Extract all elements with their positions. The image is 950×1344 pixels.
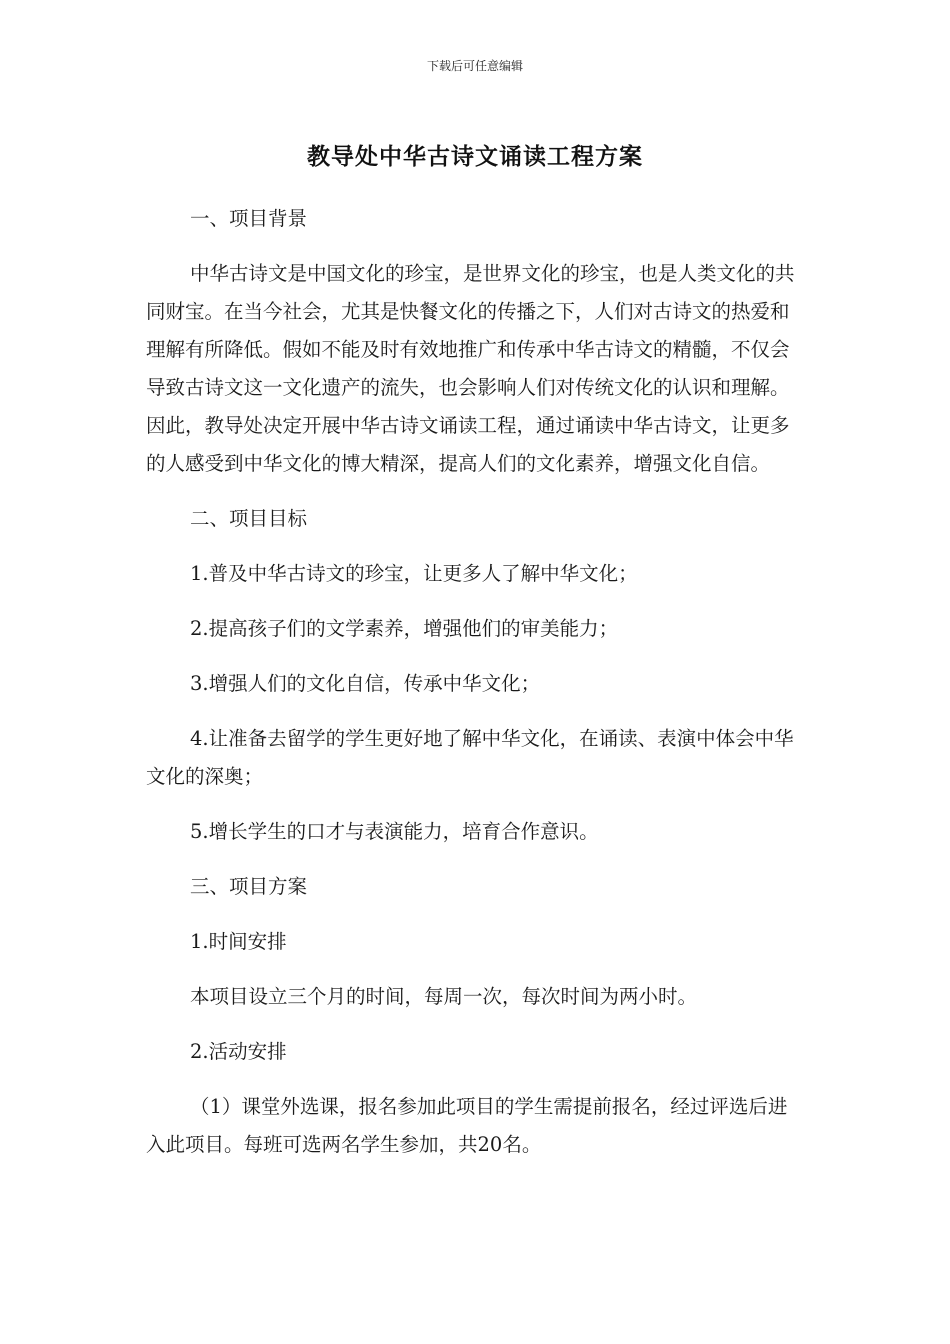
- header-note: 下载后可任意编辑: [426, 59, 523, 73]
- goal-item-1: 1.普及中华古诗文的珍宝，让更多人了解中华文化；: [190, 562, 638, 585]
- goal-item-5: 5.增长学生的口才与表演能力，培育合作意识。: [190, 820, 599, 843]
- section-heading-plan: 三、项目方案: [190, 875, 308, 898]
- document-body: [146, 200, 796, 1164]
- activities-paragraph-1: （1）课堂外选课，报名参加此项目的学生需提前报名，经过评选后进入此项目。每班可选两名学生参加，共20名。: [146, 1095, 788, 1156]
- background-paragraph: 中华古诗文是中国文化的珍宝，是世界文化的珍宝，也是人类文化的共同财宝。在当今社会，尤其是快餐文化的传播之下，人们对古诗文的热爱和理解有所降低。假如不能及时有效地推广和传承中华古诗文的精髓，不仅会导致古诗文这一文化遗产的流失，也会影响人们对传统文化的认识和理解。因此，教导处决定开展中华古诗文诵读工程，通过诵读中华古诗文，让更多的人感受到中华文化的博大精深，提高人们的文化素养，增强文化自信。: [146, 262, 795, 475]
- goal-item-3: 3.增强人们的文化自信，传承中华文化；: [190, 672, 541, 695]
- goal-item-4: 4.让准备去留学的学生更好地了解中华文化，在诵读、表演中体会中华文化的深奥；: [146, 727, 794, 788]
- section-heading-goals: 二、项目目标: [190, 507, 308, 530]
- plan-subheading-activities: 2.活动安排: [190, 1040, 287, 1063]
- plan-subheading-schedule: 1.时间安排: [190, 930, 287, 953]
- schedule-paragraph: 本项目设立三个月的时间，每周一次，每次时间为两小时。: [190, 985, 698, 1008]
- goal-item-2: 2.提高孩子们的文学素养，增强他们的审美能力；: [190, 617, 619, 640]
- document-title: 教导处中华古诗文诵读工程方案: [307, 144, 643, 170]
- section-heading-background: 一、项目背景: [190, 207, 308, 230]
